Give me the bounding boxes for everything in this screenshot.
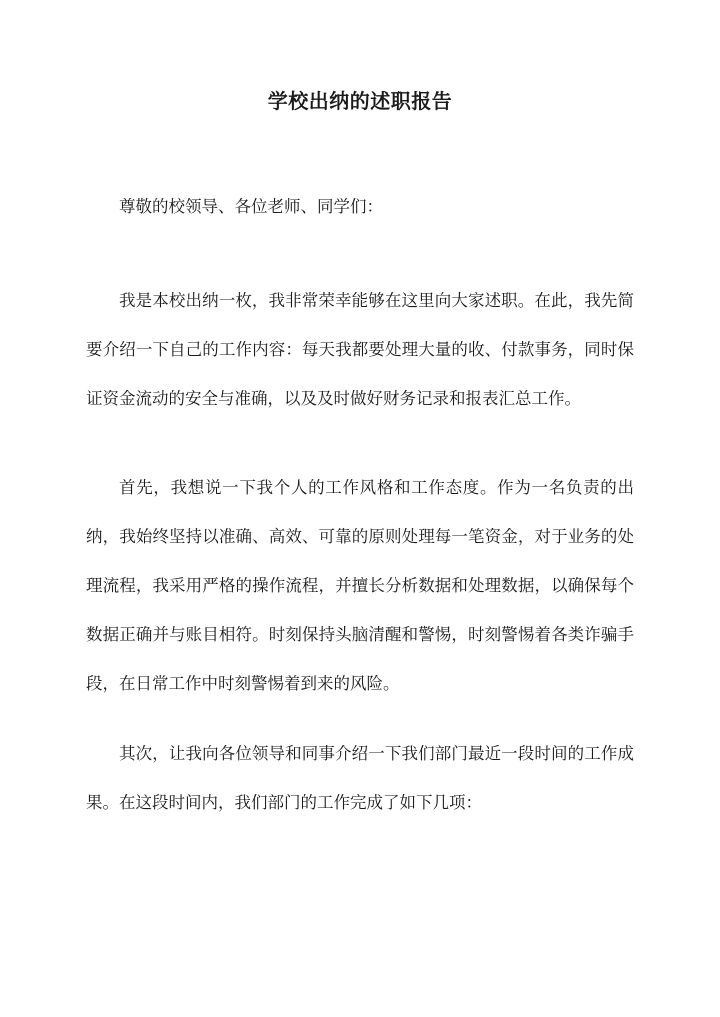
work-style-paragraph: 首先，我想说一下我个人的工作风格和工作态度。作为一名负责的出纳，我始终坚持以准确、高效、可靠的原则处理每一笔资金，对于业务的处理流程，我采用严格的操作流程，并擅长分析数据和处理数据，以确保每个数据正确并与账目相符。时刻保持头脑清醒和警惕，时刻警惕着各类诈骗手段，在日常工作中时刻警惕着到来的风险。	[86, 478, 634, 693]
document-title: 学校出纳的述职报告	[267, 89, 453, 113]
intro-paragraph: 我是本校出纳一枚，我非常荣幸能够在这里向大家述职。在此，我先简要介绍一下自己的工作内容：每天我都要处理大量的收、付款事务，同时保证资金流动的安全与准确，以及及时做好财务记录和报表汇总工作。	[86, 291, 634, 408]
achievements-paragraph: 其次，让我向各位领导和同事介绍一下我们部门最近一段时间的工作成果。在这段时间内，我们部门的工作完成了如下几项：	[86, 744, 634, 812]
salutation-paragraph: 尊敬的校领导、各位老师、同学们：	[119, 197, 383, 216]
